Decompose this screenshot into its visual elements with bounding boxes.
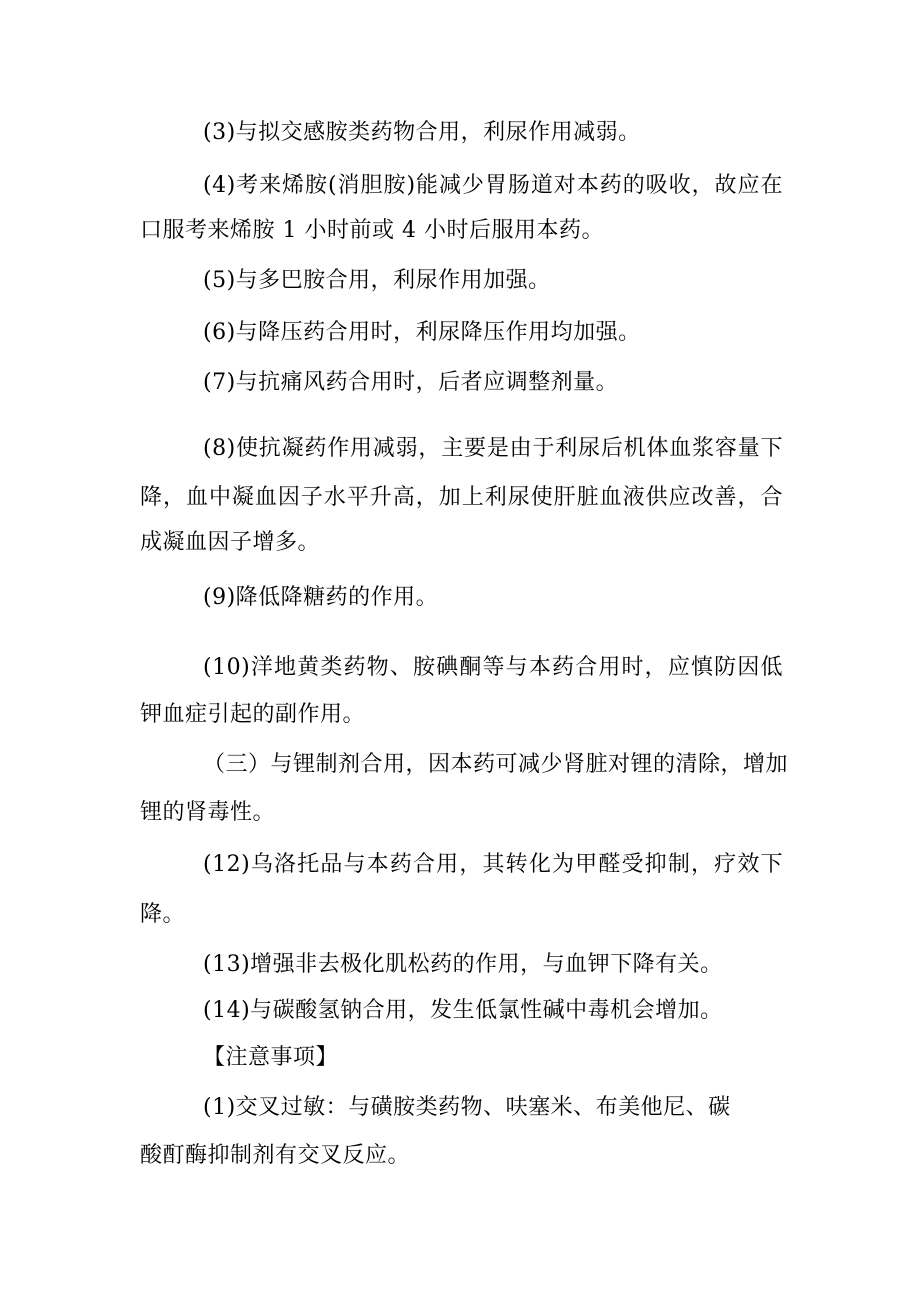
text-line: (9)降低降糖药的作用。	[203, 585, 439, 610]
text-line: 降。	[140, 902, 186, 927]
text-line: （三）与锂制剂合用，因本药可减少肾脏对锂的清除，增加	[203, 752, 789, 777]
text-line: 酸酊酶抑制剂有交叉反应。	[140, 1143, 411, 1168]
text-line: (6)与降压药合用时，利尿降压作用均加强。	[203, 320, 641, 345]
text-line: (5)与多巴胺合用，利尿作用加强。	[203, 268, 551, 293]
text-line: (3)与拟交感胺类药物合用，利尿作用减弱。	[203, 120, 641, 145]
text-line: (12)乌洛托品与本药合用，其转化为甲醛受抑制，疗效下	[203, 852, 783, 877]
text-line: 锂的肾毒性。	[140, 800, 276, 825]
text-line: (14)与碳酸氢钠合用，发生低氯性碱中毒机会增加。	[203, 998, 723, 1023]
text-line: 钾血症引起的副作用。	[140, 702, 366, 727]
text-line: 口服考来烯胺 1 小时前或 4 小时后服用本药。	[140, 218, 604, 243]
section-heading: 【注意事项】	[203, 1045, 339, 1070]
text-line: 成凝血因子增多。	[140, 530, 321, 555]
text-line: (13)增强非去极化肌松药的作用，与血钾下降有关。	[203, 952, 723, 977]
text-line: (10)洋地黄类药物、胺碘酮等与本药合用时，应慎防因低	[203, 655, 783, 680]
text-line: (8)使抗凝药作用减弱，主要是由于利尿后机体血浆容量下	[203, 436, 783, 461]
text-line: (1)交叉过敏：与磺胺类药物、呋塞米、布美他尼、碳	[203, 1095, 731, 1120]
text-line: (7)与抗痛风药合用时，后者应调整剂量。	[203, 370, 619, 395]
text-line: 降，血中凝血因子水平升高，加上利尿使肝脏血液供应改善，合	[140, 485, 783, 510]
text-line: (4)考来烯胺(消胆胺)能减少胃肠道对本药的吸收，故应在	[203, 173, 783, 198]
